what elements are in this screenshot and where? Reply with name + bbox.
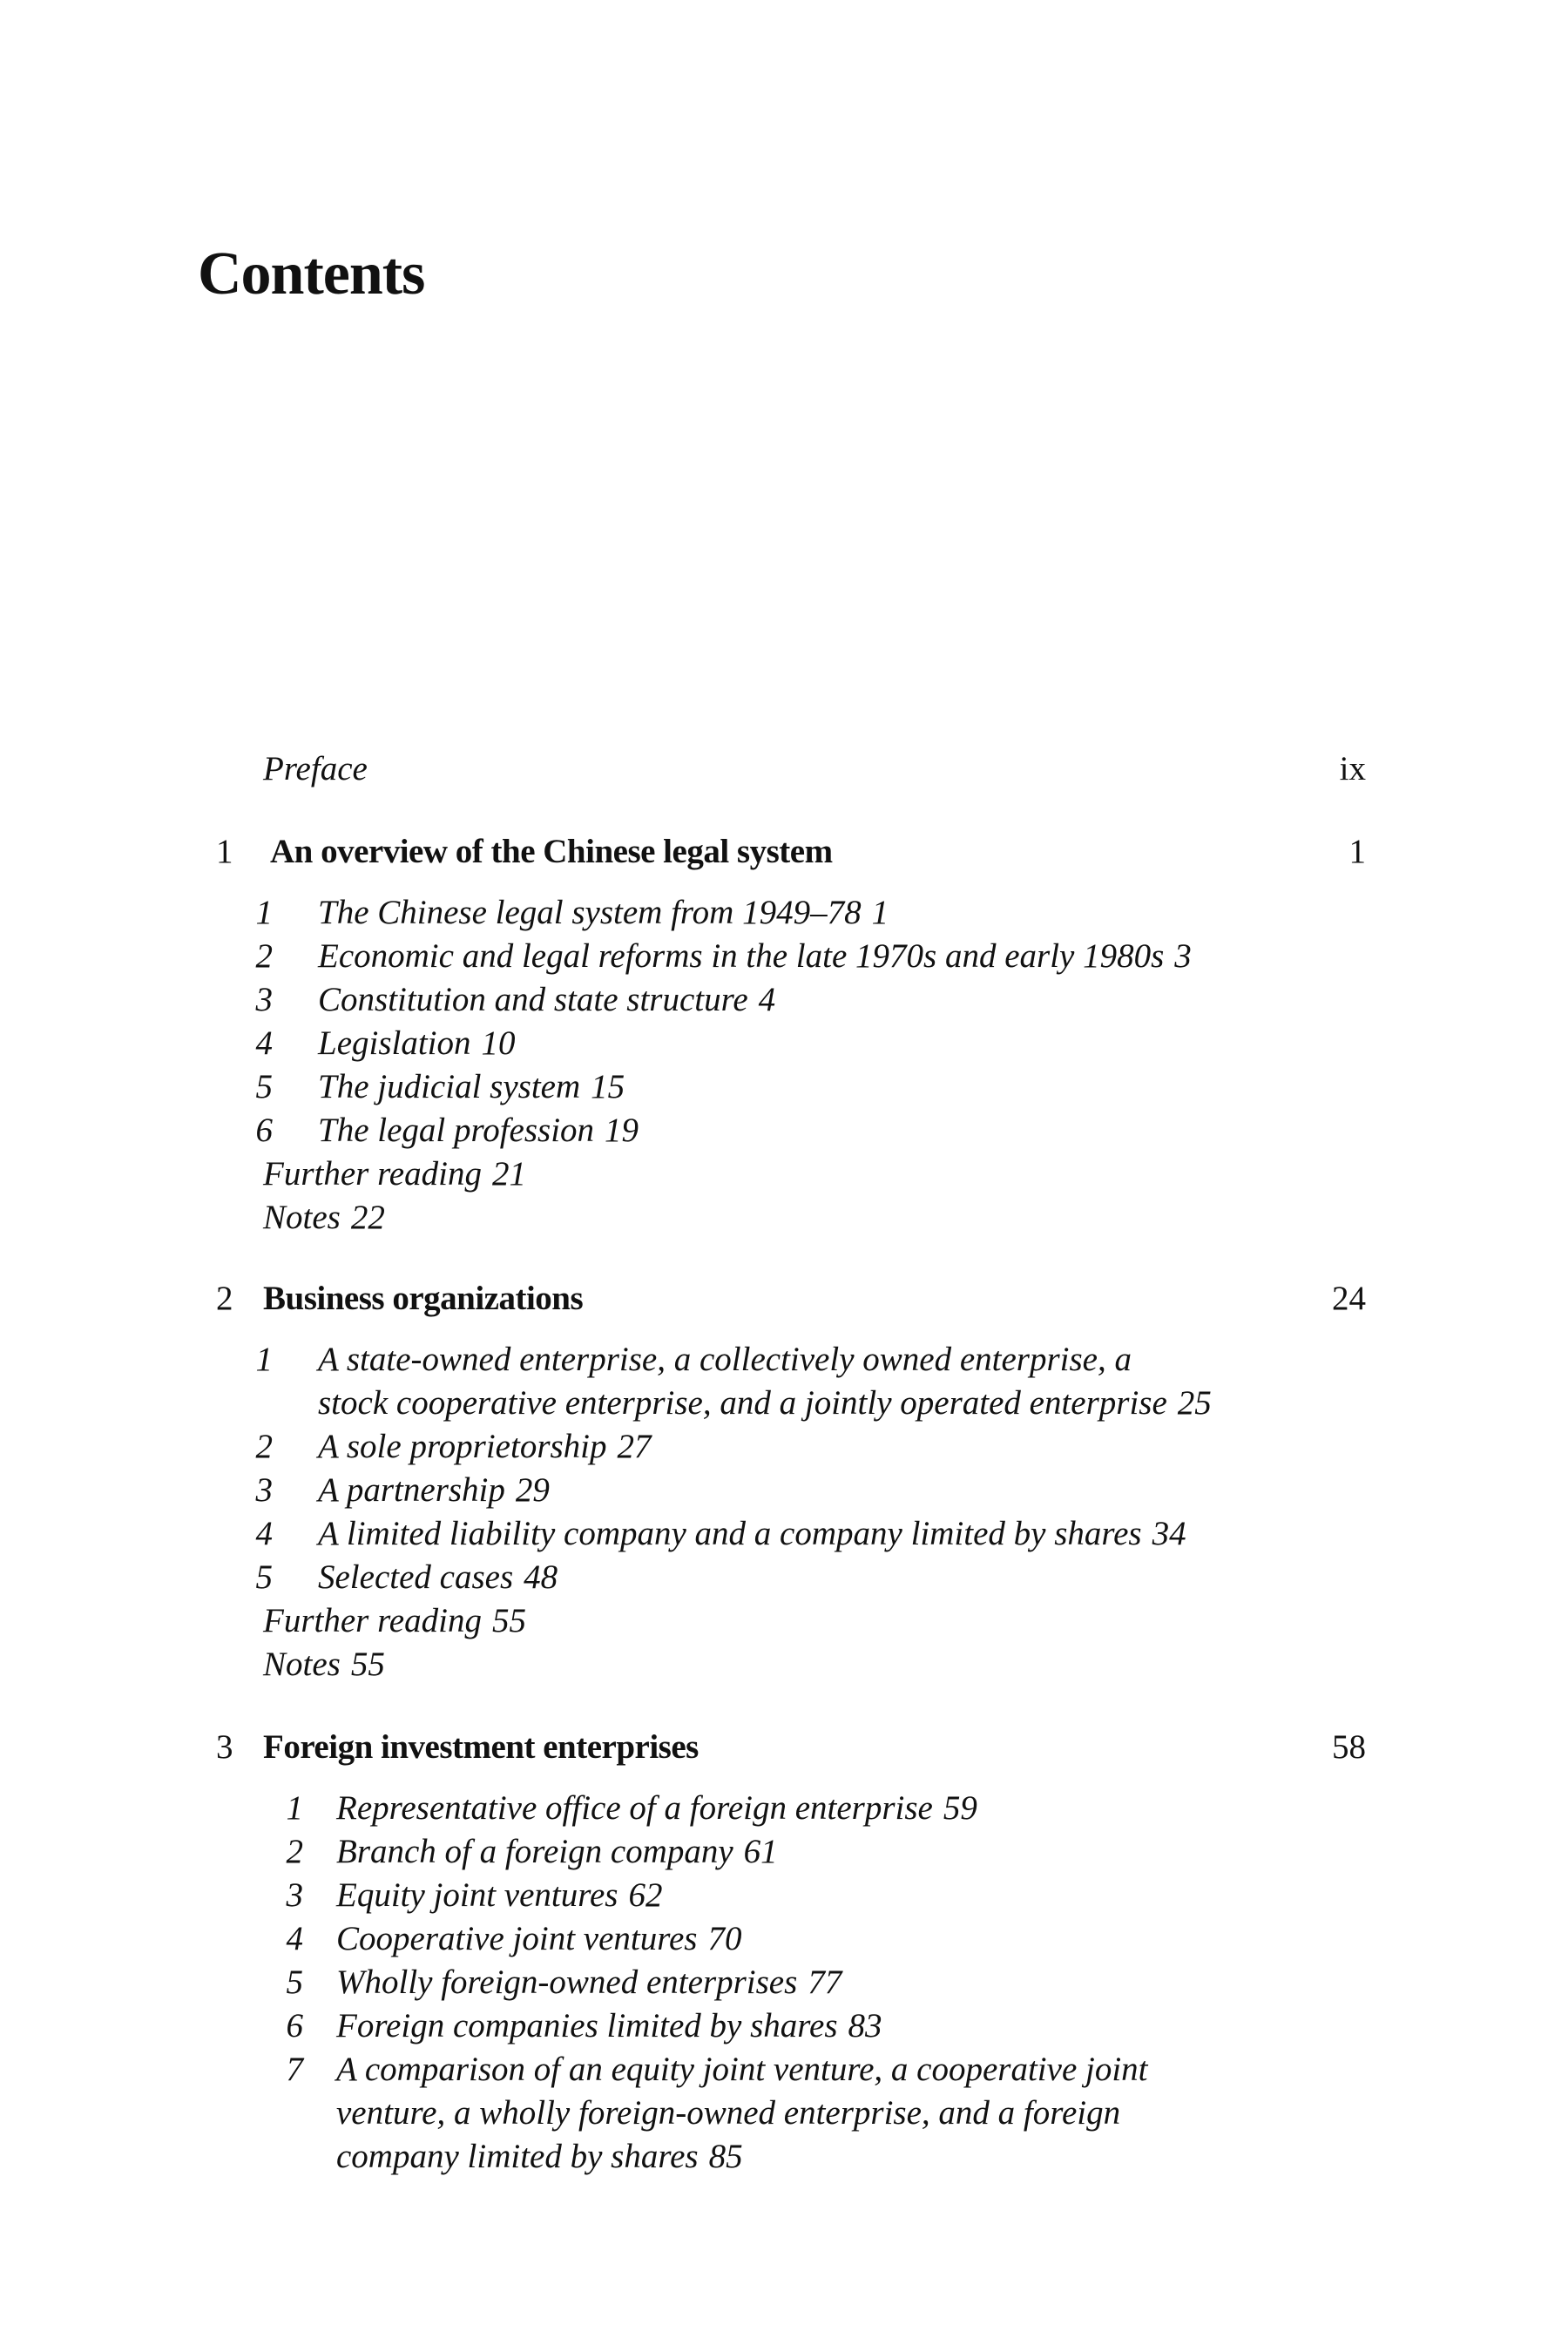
chapter-title: Foreign investment enterprises — [263, 1728, 699, 1766]
page-title: Contents — [198, 240, 425, 308]
chapter-number: 1 — [216, 833, 233, 870]
toc-section-1-4[interactable] — [0, 1022, 1568, 1065]
section-title: A partnership 29 — [318, 1471, 550, 1509]
toc-section-2-2[interactable] — [0, 1425, 1568, 1469]
section-number: 3 — [255, 1471, 273, 1509]
section-number: 5 — [255, 1068, 273, 1105]
toc-section-1-3[interactable] — [0, 978, 1568, 1022]
section-page: 77 — [808, 1963, 842, 2001]
toc-section-2-1[interactable] — [0, 1338, 1568, 1382]
toc-section-3-7[interactable] — [0, 2048, 1568, 2092]
preface-page: ix — [1339, 750, 1366, 787]
section-title: The legal profession 19 — [318, 1112, 639, 1149]
chapter-page: 24 — [1332, 1280, 1366, 1317]
toc-further-reading-1[interactable] — [0, 1152, 1568, 1196]
section-number: 5 — [286, 1963, 303, 2001]
section-number: 3 — [255, 981, 273, 1018]
section-number: 1 — [255, 1341, 273, 1378]
notes-page: 22 — [350, 1199, 385, 1236]
toc-section-1-1[interactable] — [0, 891, 1568, 935]
section-number: 2 — [286, 1833, 303, 1870]
chapter-page: 1 — [1348, 833, 1366, 870]
section-page: 15 — [591, 1068, 625, 1105]
toc-section-1-5[interactable] — [0, 1065, 1568, 1109]
chapter-number: 2 — [216, 1280, 233, 1317]
toc-section-3-1[interactable] — [0, 1787, 1568, 1830]
section-number: 1 — [255, 894, 273, 931]
section-page: 25 — [1177, 1384, 1212, 1422]
section-title: Selected cases 48 — [318, 1558, 558, 1596]
section-page: 19 — [605, 1112, 639, 1149]
toc-section-2-5[interactable] — [0, 1556, 1568, 1599]
section-number: 7 — [286, 2051, 303, 2088]
section-number: 2 — [255, 1428, 273, 1465]
toc-notes-1[interactable] — [0, 1196, 1568, 1240]
section-title: Legislation 10 — [318, 1024, 516, 1062]
toc-notes-2[interactable] — [0, 1643, 1568, 1686]
section-number: 6 — [286, 2007, 303, 2044]
section-title-continued: stock cooperative enterprise, and a jointly operated enterprise 25 — [318, 1384, 1212, 1422]
section-number: 5 — [255, 1558, 273, 1596]
section-title: Equity joint ventures 62 — [336, 1876, 663, 1914]
section-title: Constitution and state structure 4 — [318, 981, 776, 1018]
section-number: 2 — [255, 937, 273, 975]
section-title: A limited liability company and a company limited by shares 34 — [318, 1515, 1186, 1552]
preface-title: Preface — [263, 750, 368, 787]
toc-chapter-2[interactable] — [0, 1277, 1568, 1321]
section-number: 1 — [286, 1789, 303, 1827]
toc-section-1-2[interactable] — [0, 935, 1568, 978]
section-page: 62 — [628, 1876, 663, 1914]
toc-section-3-7-cont[interactable] — [0, 2092, 1568, 2135]
toc-section-3-6[interactable] — [0, 2004, 1568, 2048]
section-title: Economic and legal reforms in the late 1970s and early 1980s 3 — [318, 937, 1192, 975]
toc-chapter-1[interactable] — [0, 830, 1568, 874]
toc-further-reading-2[interactable] — [0, 1599, 1568, 1643]
further-reading: Further reading 21 — [263, 1155, 526, 1193]
chapter-title: Business organizations — [263, 1280, 584, 1317]
toc-chapter-3[interactable] — [0, 1726, 1568, 1769]
toc-section-3-5[interactable] — [0, 1961, 1568, 2004]
section-number: 3 — [286, 1876, 303, 1914]
chapter-page: 58 — [1332, 1728, 1366, 1766]
section-title: A sole proprietorship 27 — [318, 1428, 652, 1465]
section-title: Branch of a foreign company 61 — [336, 1833, 778, 1870]
section-number: 4 — [286, 1920, 303, 1957]
further-reading: Further reading 55 — [263, 1602, 526, 1639]
section-page: 70 — [707, 1920, 742, 1957]
section-title: The Chinese legal system from 1949–78 1 — [318, 894, 889, 931]
chapter-title: An overview of the Chinese legal system — [270, 833, 833, 870]
section-title-continued: venture, a wholly foreign-owned enterprise, and a foreign — [336, 2094, 1121, 2132]
toc-section-2-1-cont[interactable] — [0, 1382, 1568, 1425]
section-number: 4 — [255, 1024, 273, 1062]
section-title: Representative office of a foreign enterprise 59 — [336, 1789, 977, 1827]
section-page: 29 — [515, 1471, 550, 1509]
toc-section-2-4[interactable] — [0, 1512, 1568, 1556]
section-title: A comparison of an equity joint venture, a cooperative joint — [336, 2051, 1148, 2088]
section-page: 3 — [1174, 937, 1192, 975]
section-page: 59 — [943, 1789, 977, 1827]
section-title: A state-owned enterprise, a collectively owned enterprise, a — [318, 1341, 1132, 1378]
section-page: 48 — [524, 1558, 558, 1596]
section-page: 27 — [617, 1428, 652, 1465]
section-page: 85 — [708, 2138, 743, 2175]
section-title: Foreign companies limited by shares 83 — [336, 2007, 882, 2044]
section-title: Cooperative joint ventures 70 — [336, 1920, 742, 1957]
toc-section-1-6[interactable] — [0, 1109, 1568, 1152]
section-number: 6 — [255, 1112, 273, 1149]
toc-preface-entry[interactable] — [0, 747, 1568, 791]
further-reading-page: 21 — [491, 1155, 526, 1193]
section-title: The judicial system 15 — [318, 1068, 625, 1105]
notes: Notes 55 — [263, 1646, 385, 1683]
chapter-number: 3 — [216, 1728, 233, 1766]
toc-section-3-2[interactable] — [0, 1830, 1568, 1874]
notes: Notes 22 — [263, 1199, 385, 1236]
notes-page: 55 — [350, 1646, 385, 1683]
toc-section-3-4[interactable] — [0, 1917, 1568, 1961]
section-page: 34 — [1152, 1515, 1186, 1552]
toc-section-2-3[interactable] — [0, 1469, 1568, 1512]
section-number: 4 — [255, 1515, 273, 1552]
further-reading-page: 55 — [491, 1602, 526, 1639]
section-page: 4 — [758, 981, 776, 1018]
toc-section-3-3[interactable] — [0, 1874, 1568, 1917]
section-page: 61 — [743, 1833, 778, 1870]
section-page: 1 — [871, 894, 889, 931]
section-page: 10 — [481, 1024, 516, 1062]
section-title: Wholly foreign-owned enterprises 77 — [336, 1963, 842, 2001]
section-page: 83 — [848, 2007, 882, 2044]
section-title-continued: company limited by shares 85 — [336, 2138, 743, 2175]
toc-section-3-7-cont2[interactable] — [0, 2135, 1568, 2179]
